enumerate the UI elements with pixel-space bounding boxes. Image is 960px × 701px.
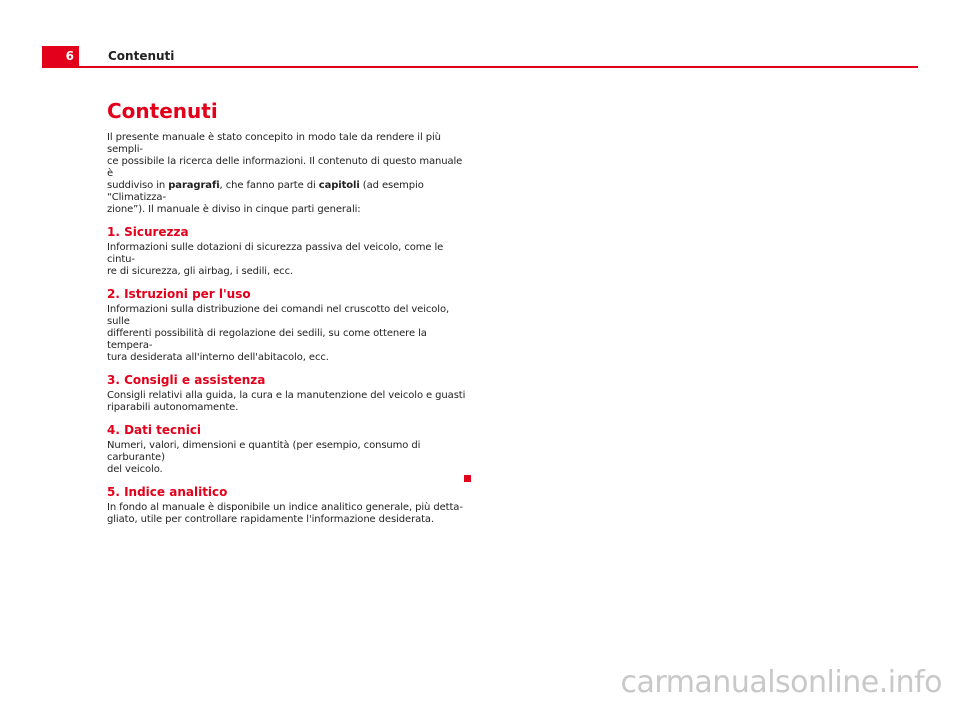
intro-term-capitoli: capitoli [318, 180, 360, 191]
watermark: carmanualsonline.info [620, 665, 942, 700]
section-consigli [107, 373, 467, 414]
section-heading: 3. Consigli e assistenza [107, 373, 266, 387]
running-title: Contenuti [108, 49, 175, 63]
section-line: Numeri, valori, dimensioni e quantità (per esempio, consumo di carburante) [107, 440, 421, 463]
section-text [107, 502, 467, 526]
section-line: Consigli relativi alla guida, la cura e la manutenzione del veicolo e guasti [107, 390, 466, 401]
section-line: tura desiderata all'interno dell'abitacolo, ecc. [107, 352, 329, 363]
section-dati-tecnici [107, 423, 467, 476]
intro-term-paragrafi: paragrafi [168, 180, 220, 191]
intro-line-3-mid: , che fanno parte di [219, 180, 319, 191]
section-text [107, 242, 467, 278]
end-of-section-square-icon [464, 475, 471, 482]
section-heading: 1. Sicurezza [107, 225, 189, 239]
section-istruzioni [107, 287, 467, 364]
intro-line-3-post: (ad esempio “Climatizza- [107, 180, 424, 203]
section-line: re di sicurezza, gli airbag, i sedili, ecc. [107, 266, 294, 277]
section-heading: 2. Istruzioni per l'uso [107, 287, 251, 301]
section-heading: 5. Indice analitico [107, 485, 228, 499]
section-text [107, 390, 467, 414]
section-line: differenti possibilità di regolazione dei sedili, su come ottenere la tempera- [107, 328, 427, 351]
section-line: Informazioni sulle dotazioni di sicurezza passiva del veicolo, come le cintu- [107, 242, 444, 265]
section-line: riparabili autonomamente. [107, 402, 239, 413]
page-header [42, 46, 918, 68]
page-title: Contenuti [107, 99, 218, 123]
section-line: del veicolo. [107, 464, 163, 475]
section-line: Informazioni sulla distribuzione dei comandi nel cruscotto del veicolo, sulle [107, 304, 450, 327]
intro-paragraph [107, 132, 467, 216]
section-sicurezza [107, 225, 467, 278]
intro-line-1: Il presente manuale è stato concepito in modo tale da rendere il più sempli- [107, 132, 441, 155]
section-text [107, 304, 467, 364]
section-heading: 4. Dati tecnici [107, 423, 202, 437]
intro-line-4: zione”). Il manuale è diviso in cinque parti generali: [107, 204, 361, 215]
section-line: In fondo al manuale è disponibile un indice analitico generale, più detta- [107, 502, 463, 513]
section-text [107, 440, 467, 476]
intro-line-3-pre: suddiviso in [107, 180, 169, 191]
section-indice [107, 485, 467, 526]
section-line: gliato, utile per controllare rapidamente l'informazione desiderata. [107, 514, 435, 525]
page-number: 6 [42, 46, 79, 66]
main-content [107, 98, 467, 526]
intro-line-2: ce possibile la ricerca delle informazioni. Il contenuto di questo manuale è [107, 156, 463, 179]
